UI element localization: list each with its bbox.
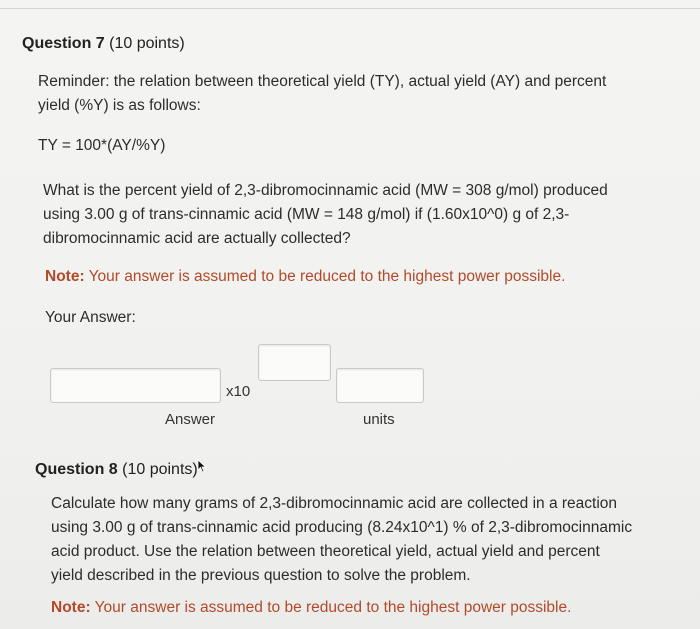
exponent-input[interactable] xyxy=(258,344,331,381)
note-label: Note: xyxy=(45,268,85,285)
mouse-pointer-icon xyxy=(197,459,207,473)
times-ten-label: x10 xyxy=(226,383,251,400)
units-caption: units xyxy=(363,411,395,428)
your-answer-label: Your Answer: xyxy=(45,309,136,326)
prompt-line: yield described in the previous question to solve the problem. xyxy=(51,567,471,584)
prompt-line: using 3.00 g of trans-cinnamic acid (MW = 148 g/mol) if (1.60x10^0) g of 2,3- xyxy=(43,206,570,223)
question-7-prompt xyxy=(43,179,608,251)
question-7-title xyxy=(22,35,185,53)
question-7-reminder xyxy=(38,70,606,118)
units-input[interactable] xyxy=(336,368,424,403)
note-label: Note: xyxy=(51,599,91,616)
prompt-line: dibromocinnamic acid are actually collected? xyxy=(43,230,351,247)
prompt-line: acid product. Use the relation between theoretical yield, actual yield and percent xyxy=(51,543,600,560)
reminder-line: yield (%Y) is as follows: xyxy=(38,97,201,114)
prompt-line: What is the percent yield of 2,3-dibromocinnamic acid (MW = 308 g/mol) produced xyxy=(43,182,608,199)
question-8-prompt xyxy=(51,492,632,588)
question-7-note xyxy=(45,268,565,286)
question-8-points: (10 points) xyxy=(117,461,198,478)
prompt-line: using 3.00 g of trans-cinnamic acid producing (8.24x10^1) % of 2,3-dibromocinnamic xyxy=(51,519,633,536)
question-8-number: Question 8 xyxy=(35,461,118,478)
prompt-line: Calculate how many grams of 2,3-dibromocinnamic acid are collected in a reaction xyxy=(51,495,618,512)
question-7-points: (10 points) xyxy=(104,35,185,52)
question-8-note xyxy=(51,599,571,617)
answer-input[interactable] xyxy=(50,368,221,403)
answer-caption: Answer xyxy=(165,411,216,428)
reminder-line: Reminder: the relation between theoretical yield (TY), actual yield (AY) and percent xyxy=(38,73,607,90)
note-text: Your answer is assumed to be reduced to the highest power possible. xyxy=(90,599,572,616)
note-text: Your answer is assumed to be reduced to the highest power possible. xyxy=(84,268,566,285)
question-8-title xyxy=(35,461,198,479)
top-divider xyxy=(0,8,700,9)
question-7-number: Question 7 xyxy=(22,35,105,52)
yield-formula: TY = 100*(AY/%Y) xyxy=(38,137,166,154)
